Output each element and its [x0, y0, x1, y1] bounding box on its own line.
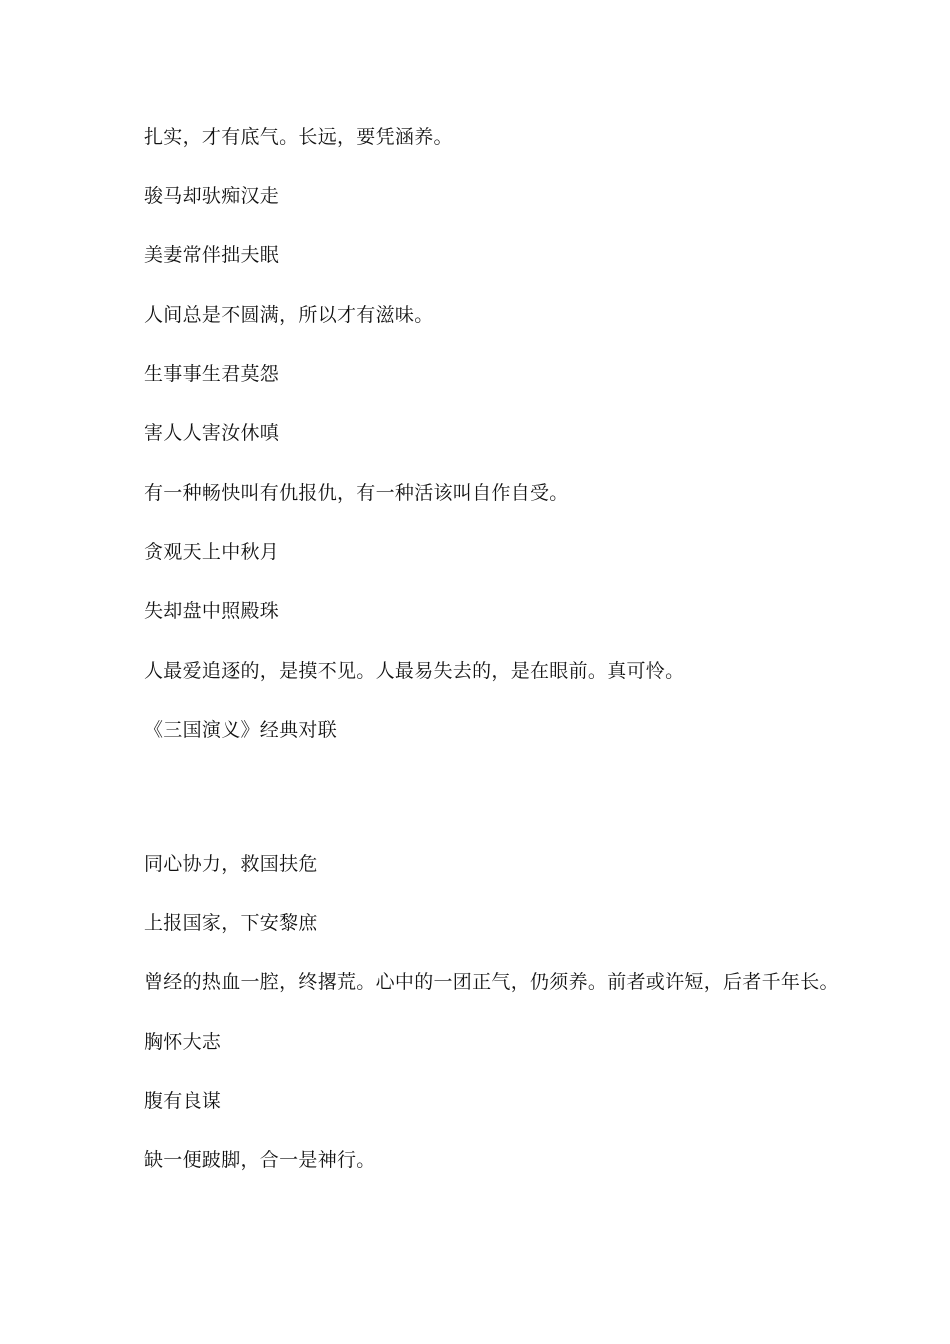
text-line: 失却盘中照殿珠 [144, 600, 280, 622]
text-line: 人间总是不圆满，所以才有滋味。 [144, 304, 434, 326]
text-line: 有一种畅快叫有仇报仇，有一种活该叫自作自受。 [144, 482, 569, 504]
text-line: 上报国家，下安黎庶 [144, 912, 318, 934]
section-heading: 《三国演义》经典对联 [144, 719, 338, 741]
text-line: 缺一便跛脚，合一是神行。 [144, 1149, 376, 1171]
text-line: 同心协力，救国扶危 [144, 853, 318, 875]
text-line: 胸怀大志 [144, 1031, 222, 1053]
text-line: 生事事生君莫怨 [144, 363, 280, 385]
text-line: 美妻常伴拙夫眠 [144, 244, 280, 266]
text-line: 扎实，才有底气。长远，要凭涵养。 [144, 126, 453, 148]
text-line: 人最爱追逐的，是摸不见。人最易失去的，是在眼前。真可怜。 [144, 660, 685, 682]
text-line: 腹有良谋 [144, 1090, 222, 1112]
text-line: 曾经的热血一腔，终撂荒。心中的一团正气，仍须养。前者或许短，后者千年长。 [144, 971, 839, 993]
text-line: 骏马却驮痴汉走 [144, 185, 280, 207]
text-line: 害人人害汝休嗔 [144, 422, 280, 444]
text-line: 贪观天上中秋月 [144, 541, 280, 563]
